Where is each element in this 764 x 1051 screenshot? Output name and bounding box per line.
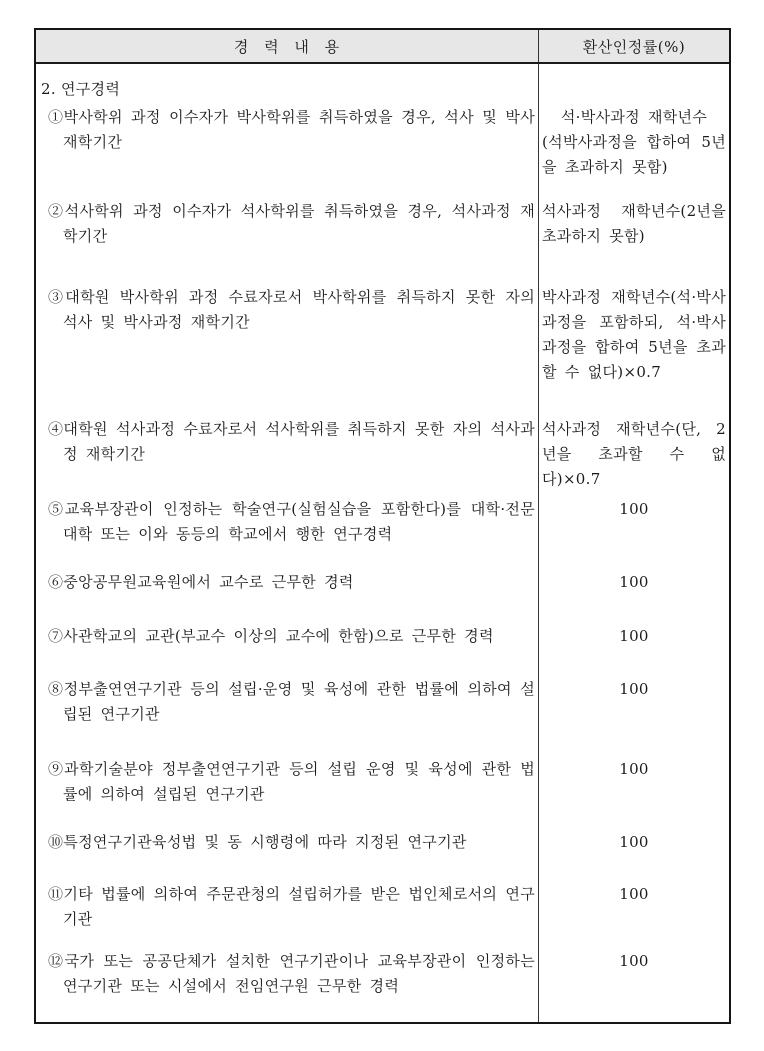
career-recognition-table bbox=[34, 28, 731, 1024]
rate-note-text: (석박사과정을 합하여 5년을 초과하지 못함) bbox=[542, 133, 726, 176]
career-content-cell: ⑦사관학교의 교관(부교수 이상의 교수에 한함)으로 근무한 경력 bbox=[48, 627, 494, 645]
table-row bbox=[36, 285, 729, 417]
table-body bbox=[36, 64, 729, 1022]
header-career-content: 경 력 내 용 bbox=[233, 37, 341, 56]
table-row bbox=[36, 624, 729, 677]
table-row bbox=[36, 882, 729, 949]
table-row bbox=[36, 830, 729, 882]
rate-cell: 100 bbox=[538, 624, 729, 677]
career-content-cell: ⑤교육부장관이 인정하는 학술연구(실험실습을 포함한다)를 대학·전문대학 또는 이와 동등의 학교에서 행한 연구경력 bbox=[48, 500, 535, 543]
table-row bbox=[36, 417, 729, 497]
rate-cell: 석사과정 재학년수(단, 2년을 초과할 수 없다)×0.7 bbox=[538, 417, 729, 497]
career-content-cell: ⑨과학기술분야 정부출연연구기관 등의 설립 운영 및 육성에 관한 법률에 의하여 설립된 연구기관 bbox=[48, 760, 535, 803]
table-row bbox=[36, 757, 729, 830]
rate-cell: 100 bbox=[538, 497, 729, 570]
career-content-cell: ①박사학위 과정 이수자가 박사학위를 취득하였을 경우, 석사 및 박사 재학기간 bbox=[48, 108, 535, 151]
rate-cell: 100 bbox=[538, 882, 729, 949]
career-content-cell: ⑧정부출연연구기관 등의 설립·운영 및 육성에 관한 법률에 의하여 설립된 연구기관 bbox=[48, 680, 535, 723]
rate-cell: 100 bbox=[538, 949, 729, 1022]
section-title-row bbox=[36, 64, 729, 105]
header-conversion-rate: 환산인정률(%) bbox=[538, 30, 729, 62]
rate-cell: 100 bbox=[538, 830, 729, 882]
career-content-cell: ④대학원 석사과정 수료자로서 석사학위를 취득하지 못한 자의 석사과정 재학기간 bbox=[48, 420, 535, 463]
rate-cell: 100 bbox=[538, 757, 729, 830]
table-row bbox=[36, 570, 729, 624]
career-content-cell: ③대학원 박사학위 과정 수료자로서 박사학위를 취득하지 못한 자의 석사 및 박사과정 재학기간 bbox=[48, 288, 535, 331]
career-content-cell: ⑪기타 법률에 의하여 주문관청의 설립허가를 받은 법인체로서의 연구기관 bbox=[48, 885, 535, 928]
table-row bbox=[36, 949, 729, 1022]
rate-main-text: 석·박사과정 재학년수 bbox=[560, 108, 708, 126]
rate-cell: 100 bbox=[538, 677, 729, 757]
career-content-cell: ⑥중앙공무원교육원에서 교수로 근무한 경력 bbox=[48, 573, 354, 591]
rate-cell bbox=[538, 64, 729, 105]
table-row bbox=[36, 199, 729, 285]
career-content-cell: ⑫국가 또는 공공단체가 설치한 연구기관이나 교육부장관이 인정하는 연구기관 또는 시설에서 전임연구원 근무한 경력 bbox=[48, 952, 535, 995]
rate-cell: 석사과정 재학년수(2년을 초과하지 못함) bbox=[538, 199, 729, 285]
career-content-cell: ②석사학위 과정 이수자가 석사학위를 취득하였을 경우, 석사과정 재학기간 bbox=[48, 202, 535, 245]
table-row bbox=[36, 677, 729, 757]
rate-cell: 박사과정 재학년수(석·박사과정을 포함하되, 석·박사과정을 합하여 5년을 초과할 수 없다)×0.7 bbox=[538, 285, 729, 417]
section-title: 2. 연구경력 bbox=[41, 80, 121, 98]
rate-cell bbox=[538, 105, 729, 199]
table-row bbox=[36, 497, 729, 570]
table-row bbox=[36, 105, 729, 199]
career-content-cell: ⑩특정연구기관육성법 및 동 시행령에 따라 지정된 연구기관 bbox=[48, 833, 467, 851]
table-header-row bbox=[36, 30, 729, 64]
rate-cell: 100 bbox=[538, 570, 729, 624]
